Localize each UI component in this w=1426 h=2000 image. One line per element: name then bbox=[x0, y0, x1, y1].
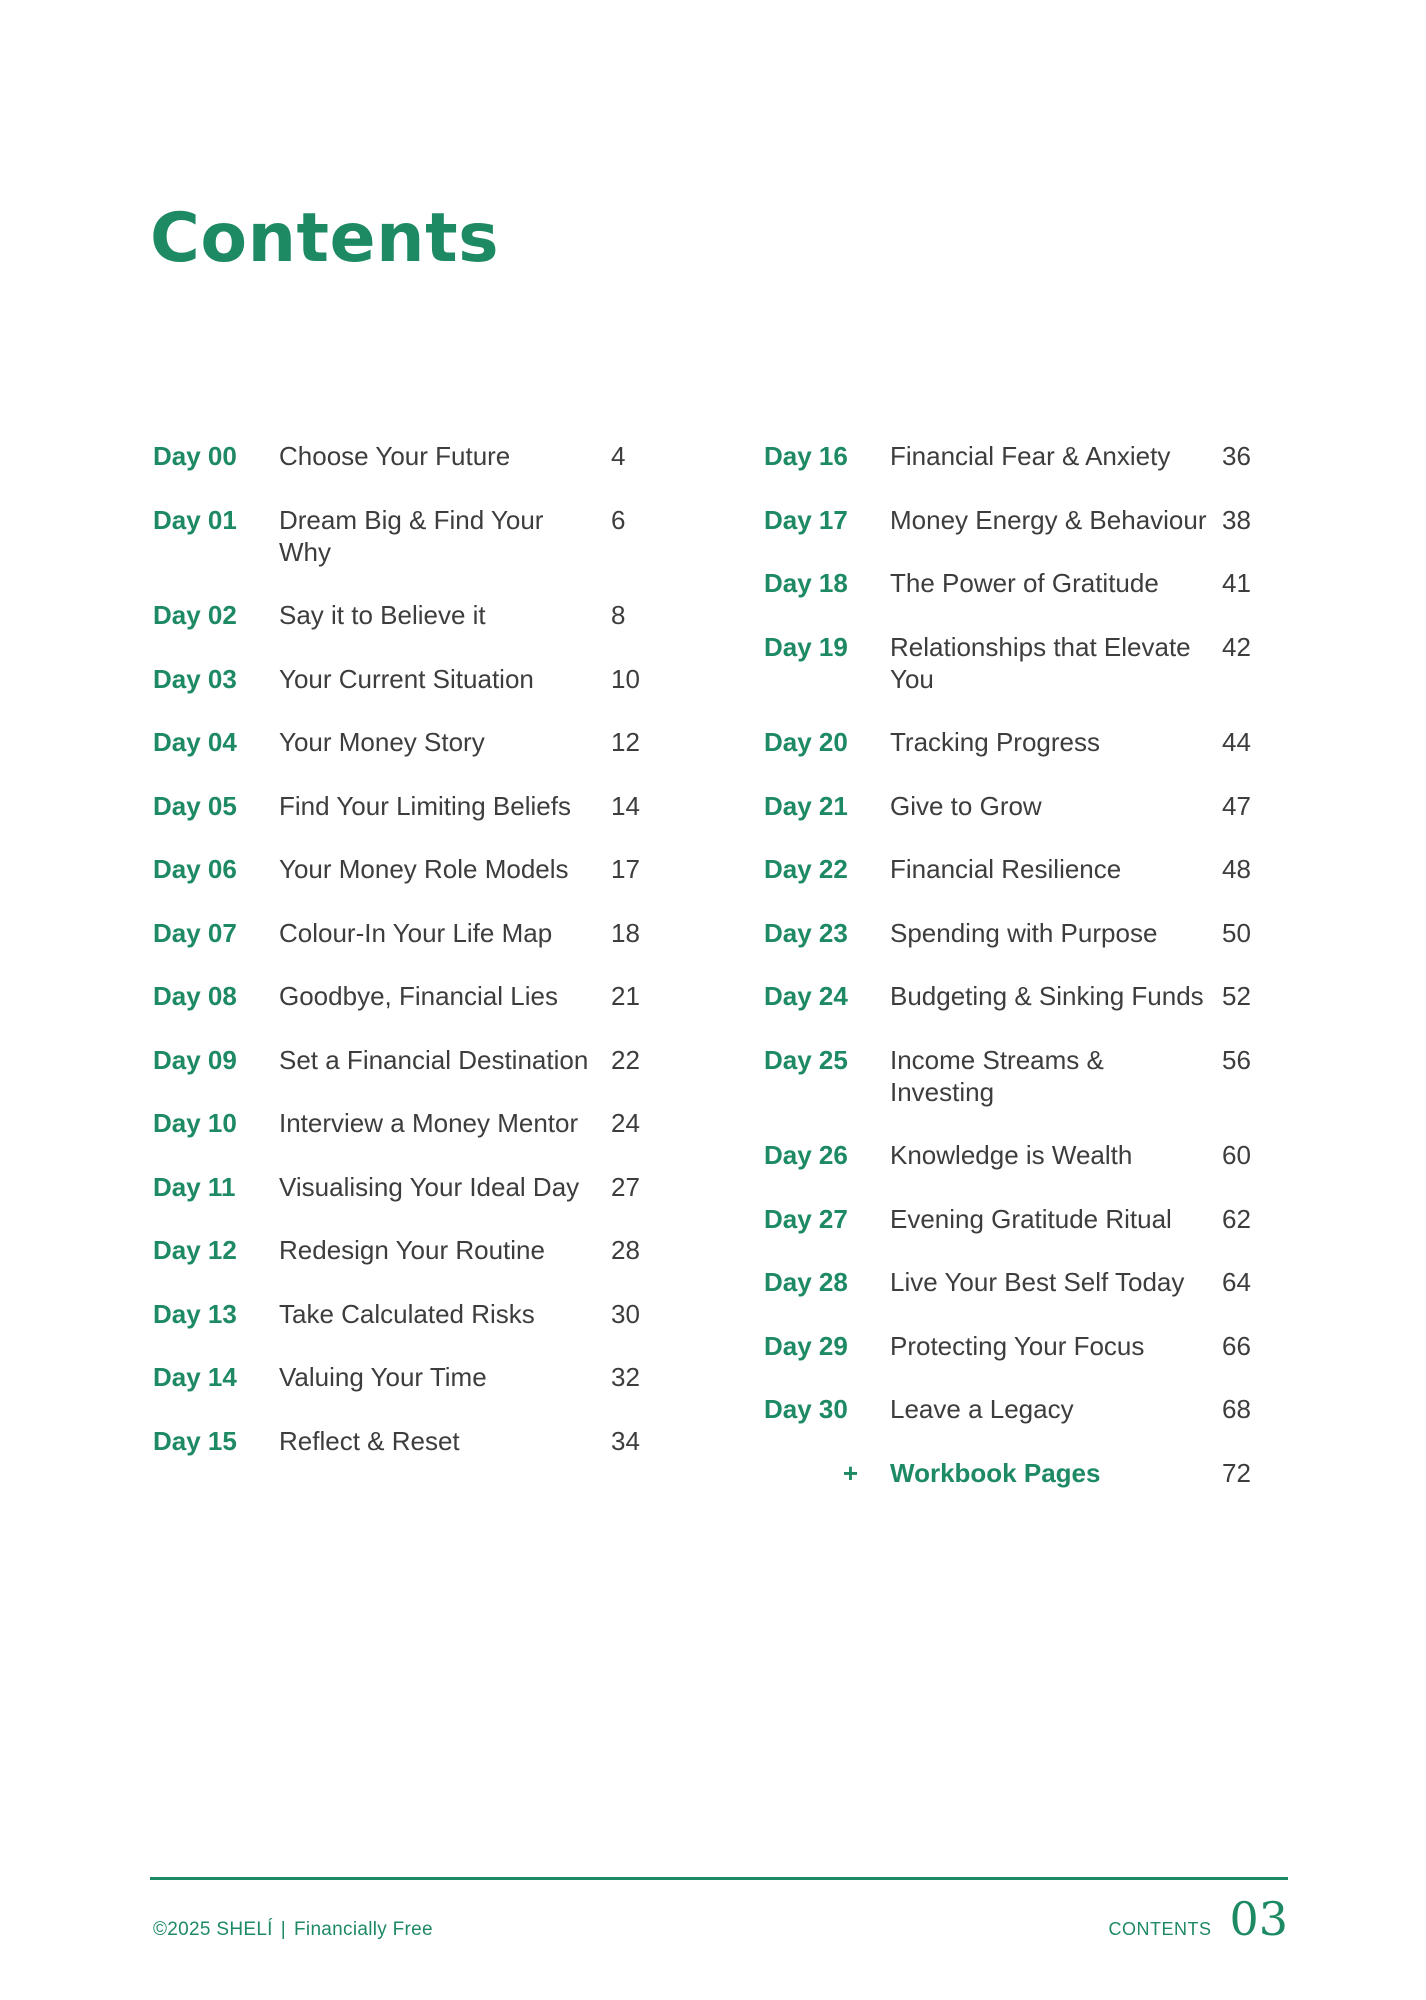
toc-entry-title: Knowledge is Wealth bbox=[890, 1140, 1133, 1170]
toc-entry-title: Valuing Your Time bbox=[279, 1362, 487, 1392]
footer-book-title: Financially Free bbox=[294, 1919, 433, 1940]
toc-entry[interactable] bbox=[764, 790, 1264, 822]
toc-entry[interactable] bbox=[153, 917, 653, 949]
toc-entry[interactable] bbox=[764, 1266, 1264, 1298]
toc-page-number: 38 bbox=[1222, 504, 1251, 535]
toc-page-number: 64 bbox=[1222, 1267, 1251, 1297]
toc-entry[interactable] bbox=[153, 853, 653, 885]
toc-entry[interactable] bbox=[153, 1425, 653, 1457]
toc-day-label: Day 23 bbox=[764, 917, 848, 948]
toc-entry-title: The Power of Gratitude bbox=[890, 568, 1159, 598]
toc-page-number: 27 bbox=[611, 1171, 640, 1202]
toc-left-column bbox=[153, 440, 653, 1488]
toc-day-label: Day 01 bbox=[153, 504, 237, 535]
toc-day-label: Day 03 bbox=[153, 663, 237, 694]
toc-entry-title: Say it to Believe it bbox=[279, 600, 486, 630]
toc-page-number: 17 bbox=[611, 854, 640, 884]
toc-entry-title: Leave a Legacy bbox=[890, 1394, 1074, 1424]
toc-entry[interactable] bbox=[764, 1330, 1264, 1362]
toc-entry[interactable] bbox=[153, 599, 653, 631]
toc-day-label: Day 09 bbox=[153, 1044, 237, 1075]
toc-day-label: Day 02 bbox=[153, 600, 237, 630]
toc-entry-title: Evening Gratitude Ritual bbox=[890, 1203, 1172, 1234]
toc-entry[interactable] bbox=[153, 726, 653, 758]
toc-entry[interactable] bbox=[764, 917, 1264, 949]
toc-day-label: Day 06 bbox=[153, 854, 237, 884]
toc-entry[interactable] bbox=[764, 726, 1264, 758]
toc-page-number: 18 bbox=[611, 917, 640, 948]
toc-page-number: 72 bbox=[1222, 1457, 1251, 1488]
toc-page-number: 10 bbox=[611, 663, 640, 694]
toc-page-number: 48 bbox=[1222, 854, 1251, 884]
toc-day-label: Day 12 bbox=[153, 1235, 237, 1265]
toc-entry[interactable] bbox=[153, 1107, 653, 1139]
toc-right-column bbox=[764, 440, 1264, 1520]
toc-entry-title: Redesign Your Routine bbox=[279, 1235, 545, 1265]
toc-page-number: 52 bbox=[1222, 981, 1251, 1011]
toc-day-label: Day 05 bbox=[153, 790, 237, 821]
toc-entry-title: Relationships that Elevate You bbox=[890, 631, 1191, 694]
toc-page-number: 47 bbox=[1222, 790, 1251, 821]
toc-entry[interactable] bbox=[153, 790, 653, 822]
footer-section-label: CONTENTS bbox=[1108, 1919, 1212, 1939]
toc-day-label: + bbox=[842, 1457, 858, 1488]
toc-day-label: Day 29 bbox=[764, 1330, 848, 1361]
toc-day-label: Day 19 bbox=[764, 631, 848, 662]
toc-day-label: Day 13 bbox=[153, 1298, 237, 1329]
toc-day-label: Day 00 bbox=[153, 441, 237, 471]
toc-page-number: 50 bbox=[1222, 917, 1251, 948]
toc-entry[interactable] bbox=[153, 504, 653, 568]
toc-entry-title: Your Money Role Models bbox=[279, 854, 569, 884]
toc-entry-title: Tracking Progress bbox=[890, 727, 1100, 757]
toc-entry[interactable] bbox=[764, 1393, 1264, 1425]
toc-day-label: Day 07 bbox=[153, 917, 237, 948]
toc-entry[interactable] bbox=[153, 663, 653, 695]
page-title: Contents bbox=[150, 199, 500, 278]
toc-page-number: 8 bbox=[611, 600, 626, 630]
toc-page-number: 62 bbox=[1222, 1203, 1251, 1234]
toc-entry-title: Protecting Your Focus bbox=[890, 1330, 1145, 1361]
toc-page-number: 6 bbox=[611, 504, 626, 535]
toc-entry-title: Take Calculated Risks bbox=[279, 1298, 535, 1329]
toc-page-number: 36 bbox=[1222, 441, 1251, 471]
toc-entry-title: Choose Your Future bbox=[279, 441, 511, 471]
toc-day-label: Day 24 bbox=[764, 981, 848, 1011]
footer-credit bbox=[153, 1919, 433, 1941]
toc-day-label: Day 22 bbox=[764, 854, 848, 884]
toc-entry-title: Income Streams & Investing bbox=[890, 1044, 1104, 1107]
toc-page-number: 44 bbox=[1222, 727, 1251, 757]
toc-entry-title: Give to Grow bbox=[890, 790, 1042, 821]
toc-entry-title: Financial Resilience bbox=[890, 854, 1122, 884]
toc-entry[interactable] bbox=[153, 1044, 653, 1076]
toc-page-number: 21 bbox=[611, 981, 640, 1011]
toc-entry[interactable] bbox=[764, 980, 1264, 1012]
toc-entry[interactable] bbox=[764, 631, 1264, 695]
toc-day-label: Day 17 bbox=[764, 504, 848, 535]
toc-day-label: Day 15 bbox=[153, 1425, 237, 1456]
toc-day-label: Day 10 bbox=[153, 1108, 237, 1138]
toc-day-label: Day 08 bbox=[153, 981, 237, 1011]
toc-entry-title: Colour-In Your Life Map bbox=[279, 917, 553, 948]
toc-page-number: 22 bbox=[611, 1044, 640, 1075]
footer-copyright: ©2025 SHELÍ bbox=[153, 1919, 273, 1940]
toc-entry[interactable] bbox=[764, 853, 1264, 885]
toc-day-label: Day 20 bbox=[764, 727, 848, 757]
toc-page-number: 32 bbox=[611, 1362, 640, 1392]
toc-day-label: Day 21 bbox=[764, 790, 848, 821]
toc-day-label: Day 28 bbox=[764, 1267, 848, 1297]
toc-page-number: 34 bbox=[611, 1425, 640, 1456]
toc-entry-title: Budgeting & Sinking Funds bbox=[890, 981, 1204, 1011]
toc-page-number: 42 bbox=[1222, 631, 1251, 662]
toc-entry[interactable] bbox=[764, 1457, 1264, 1489]
toc-page-number: 4 bbox=[611, 441, 626, 471]
toc-entry-title: Interview a Money Mentor bbox=[279, 1108, 579, 1138]
toc-entry-title: Goodbye, Financial Lies bbox=[279, 981, 558, 1011]
toc-entry[interactable] bbox=[764, 567, 1264, 599]
toc-day-label: Day 11 bbox=[153, 1171, 236, 1202]
toc-entry-title: Dream Big & Find Your Why bbox=[279, 504, 544, 567]
toc-entry-title: Your Money Story bbox=[279, 727, 485, 757]
footer-page-number: 03 bbox=[1229, 1892, 1288, 1946]
toc-day-label: Day 04 bbox=[153, 727, 237, 757]
toc-page-number: 66 bbox=[1222, 1330, 1251, 1361]
toc-entry[interactable] bbox=[764, 504, 1264, 536]
footer-page-marker bbox=[1108, 1892, 1288, 1946]
footer-separator: | bbox=[280, 1919, 287, 1940]
toc-entry[interactable] bbox=[153, 980, 653, 1012]
toc-entry[interactable] bbox=[764, 1203, 1264, 1235]
toc-entry[interactable] bbox=[153, 1298, 653, 1330]
toc-entry[interactable] bbox=[764, 440, 1264, 472]
toc-entry-title: Financial Fear & Anxiety bbox=[890, 441, 1171, 471]
toc-entry-title: Visualising Your Ideal Day bbox=[279, 1171, 580, 1202]
toc-day-label: Day 16 bbox=[764, 441, 848, 471]
toc-day-label: Day 18 bbox=[764, 568, 848, 598]
toc-day-label: Day 27 bbox=[764, 1203, 848, 1234]
toc-day-label: Day 26 bbox=[764, 1140, 848, 1170]
toc-entry-title: Spending with Purpose bbox=[890, 917, 1158, 948]
toc-day-label: Day 30 bbox=[764, 1394, 848, 1424]
toc-entry[interactable] bbox=[153, 1361, 653, 1393]
toc-page-number: 30 bbox=[611, 1298, 640, 1329]
toc-page-number: 12 bbox=[611, 727, 640, 757]
toc-page-number: 28 bbox=[611, 1235, 640, 1265]
toc-entry-title: Workbook Pages bbox=[890, 1457, 1101, 1488]
toc-entry-title: Reflect & Reset bbox=[279, 1425, 460, 1456]
toc-entry[interactable] bbox=[153, 1171, 653, 1203]
toc-day-label: Day 14 bbox=[153, 1362, 237, 1392]
toc-entry-title: Find Your Limiting Beliefs bbox=[279, 790, 571, 821]
toc-entry-title: Money Energy & Behaviour bbox=[890, 504, 1207, 535]
toc-page-number: 24 bbox=[611, 1108, 640, 1138]
toc-entry[interactable] bbox=[764, 1044, 1264, 1108]
toc-page-number: 14 bbox=[611, 790, 640, 821]
toc-entry[interactable] bbox=[764, 1139, 1264, 1171]
toc-entry-title: Your Current Situation bbox=[279, 663, 534, 694]
toc-page-number: 56 bbox=[1222, 1044, 1251, 1075]
toc-entry-title: Set a Financial Destination bbox=[279, 1044, 589, 1075]
toc-page-number: 68 bbox=[1222, 1394, 1251, 1424]
toc-entry[interactable] bbox=[153, 440, 653, 472]
toc-page-number: 41 bbox=[1222, 568, 1251, 598]
toc-entry[interactable] bbox=[153, 1234, 653, 1266]
footer-divider bbox=[150, 1877, 1288, 1880]
toc-entry-title: Live Your Best Self Today bbox=[890, 1267, 1185, 1297]
toc-day-label: Day 25 bbox=[764, 1044, 848, 1075]
toc-page-number: 60 bbox=[1222, 1140, 1251, 1170]
